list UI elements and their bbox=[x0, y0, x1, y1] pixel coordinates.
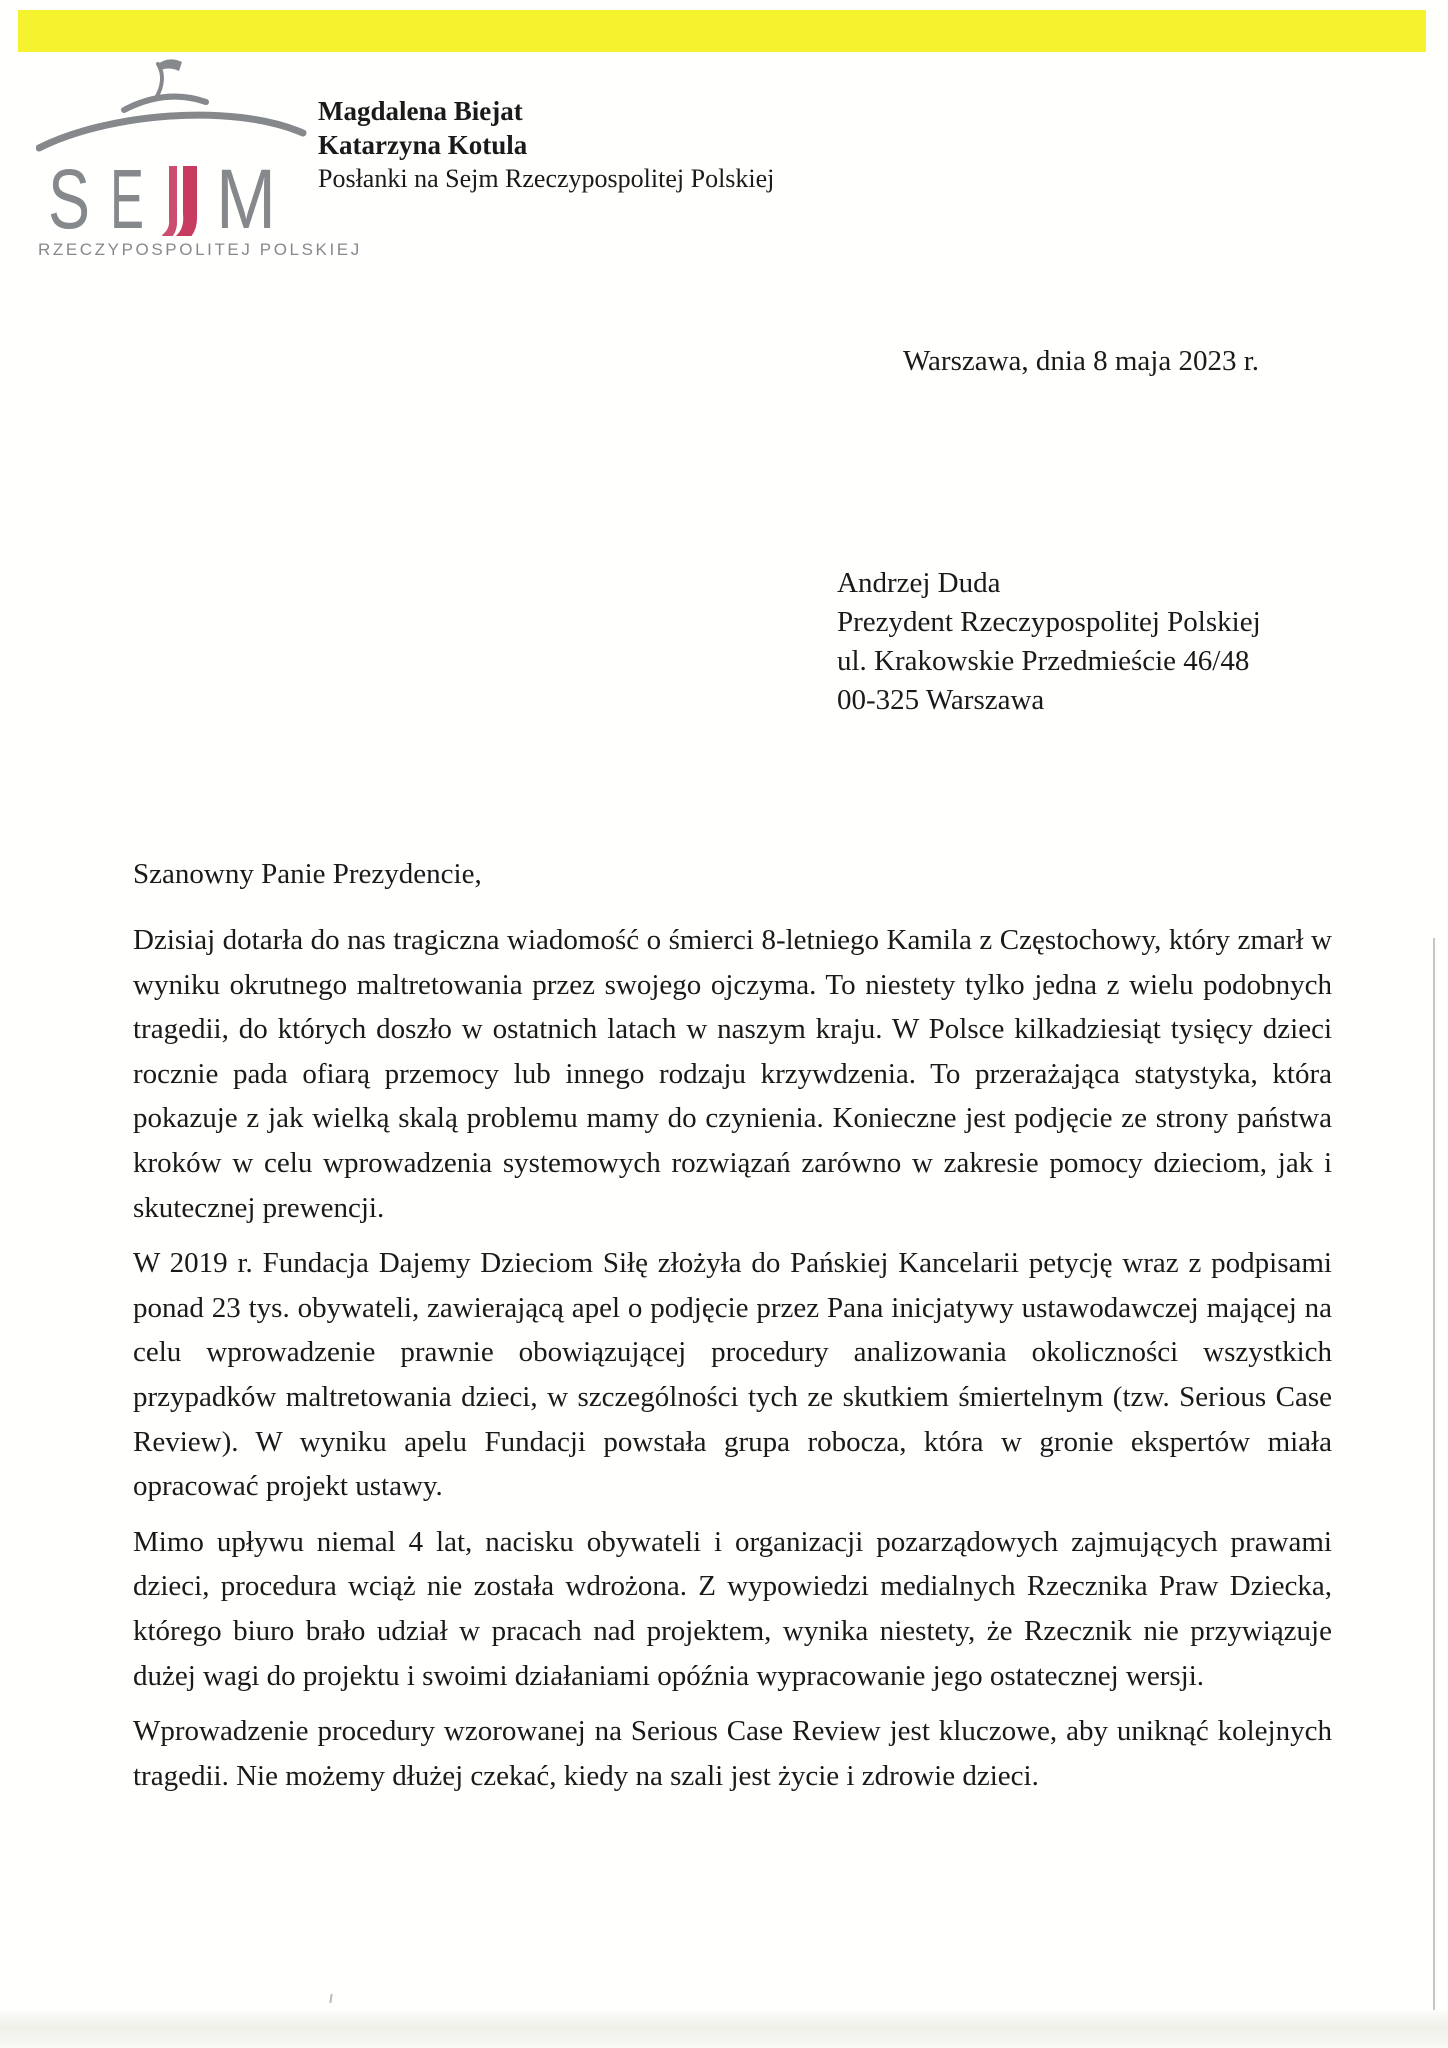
body-paragraph-3: Mimo upływu niemal 4 lat, nacisku obywateli i organizacji pozarządowych zajmujących prawami dzieci, procedura wciąż nie została wdrożona. Z wypowiedzi medialnych Rzecznika Praw Dziecka, którego biuro brało udział w pracach nad projektem, wynika niestety, że Rzecznik nie przywiązuje dużej wagi do projektu i swoimi działaniami opóźnia wypracowanie jego ostatecznej wersji. bbox=[133, 1525, 1332, 1692]
sender-name-2: Katarzyna Kotula bbox=[318, 130, 528, 160]
yellow-highlight-bar bbox=[18, 10, 1426, 52]
body-paragraph-4: Wprowadzenie procedury wzorowanej na Serious Case Review jest kluczowe, aby uniknąć kolejnych tragedii. Nie możemy dłużej czekać, kiedy na szali jest życie i zdrowie dzieci. bbox=[133, 1715, 1332, 1792]
logo-letter-m: M bbox=[216, 152, 276, 236]
letter-body bbox=[133, 918, 1332, 1809]
body-paragraph-1: Dzisiaj dotarła do nas tragiczna wiadomość o śmierci 8-letniego Kamila z Częstochowy, który zmarł w wyniku okrutnego maltretowania przez swojego ojczyma. To niestety tylko jedna z wielu podobnych tragedii, do których doszło w ostatnich latach w naszym kraju. W Polsce kilkadziesiąt tysięcy dzieci rocznie pada ofiarą przemocy lub innego rodzaju krzywdzenia. To przerażająca statystyka, która pokazuje z jak wielką skalą problemu mamy do czynienia. Konieczne jest podjęcie ze strony państwa kroków w celu wprowadzenia systemowych rozwiązań zarówno w zakresie pomocy dzieciom, jak i skutecznej prewencji. bbox=[133, 924, 1332, 1224]
scan-shadow-bottom bbox=[0, 2010, 1448, 2048]
logo-letter-s: S bbox=[48, 152, 90, 236]
recipient-street: ul. Krakowskie Przedmieście 46/48 bbox=[837, 645, 1250, 677]
body-paragraph-2: W 2019 r. Fundacja Dajemy Dzieciom Siłę złożyła do Pańskiej Kancelarii petycję wraz z podpisami ponad 23 tys. obywateli, zawierającą apel o podjęcie przez Pana inicjatywy ustawodawczej mającej na celu wprowadzenie prawnie obowiązującej procedury analizowania okoliczności wszystkich przypadków maltretowania dzieci, w szczególności tych ze skutkiem śmiertelnym (tzw. Serious Case Review). W wyniku apelu Fundacji powstała grupa robocza, która w gronie ekspertów miała opracować projekt ustawy. bbox=[133, 1247, 1332, 1503]
recipient-title: Prezydent Rzeczypospolitej Polskiej bbox=[837, 606, 1261, 638]
logo-letter-e: E bbox=[110, 152, 144, 236]
scan-artifact bbox=[329, 1994, 332, 2003]
recipient-city: 00-325 Warszawa bbox=[837, 684, 1045, 716]
sender-name-1: Magdalena Biejat bbox=[318, 96, 523, 126]
recipient-name: Andrzej Duda bbox=[837, 567, 1001, 599]
logo-dome-arc bbox=[39, 115, 303, 148]
sejm-logo-icon bbox=[36, 56, 308, 236]
date-line: Warszawa, dnia 8 maja 2023 r. bbox=[903, 345, 1260, 377]
logo-flag bbox=[158, 59, 182, 71]
logo-letter-j-thin-stripe bbox=[162, 166, 177, 236]
salutation: Szanowny Panie Prezydencie, bbox=[133, 858, 482, 890]
logo-subtitle: RZECZYPOSPOLITEJ POLSKIEJ bbox=[38, 240, 362, 259]
sender-role: Posłanki na Sejm Rzeczypospolitej Polskiej bbox=[318, 164, 775, 193]
scan-edge-line bbox=[1433, 938, 1435, 2012]
logo-small-arc bbox=[124, 97, 206, 110]
recipient-block bbox=[837, 564, 1261, 720]
sender-block bbox=[318, 94, 774, 196]
